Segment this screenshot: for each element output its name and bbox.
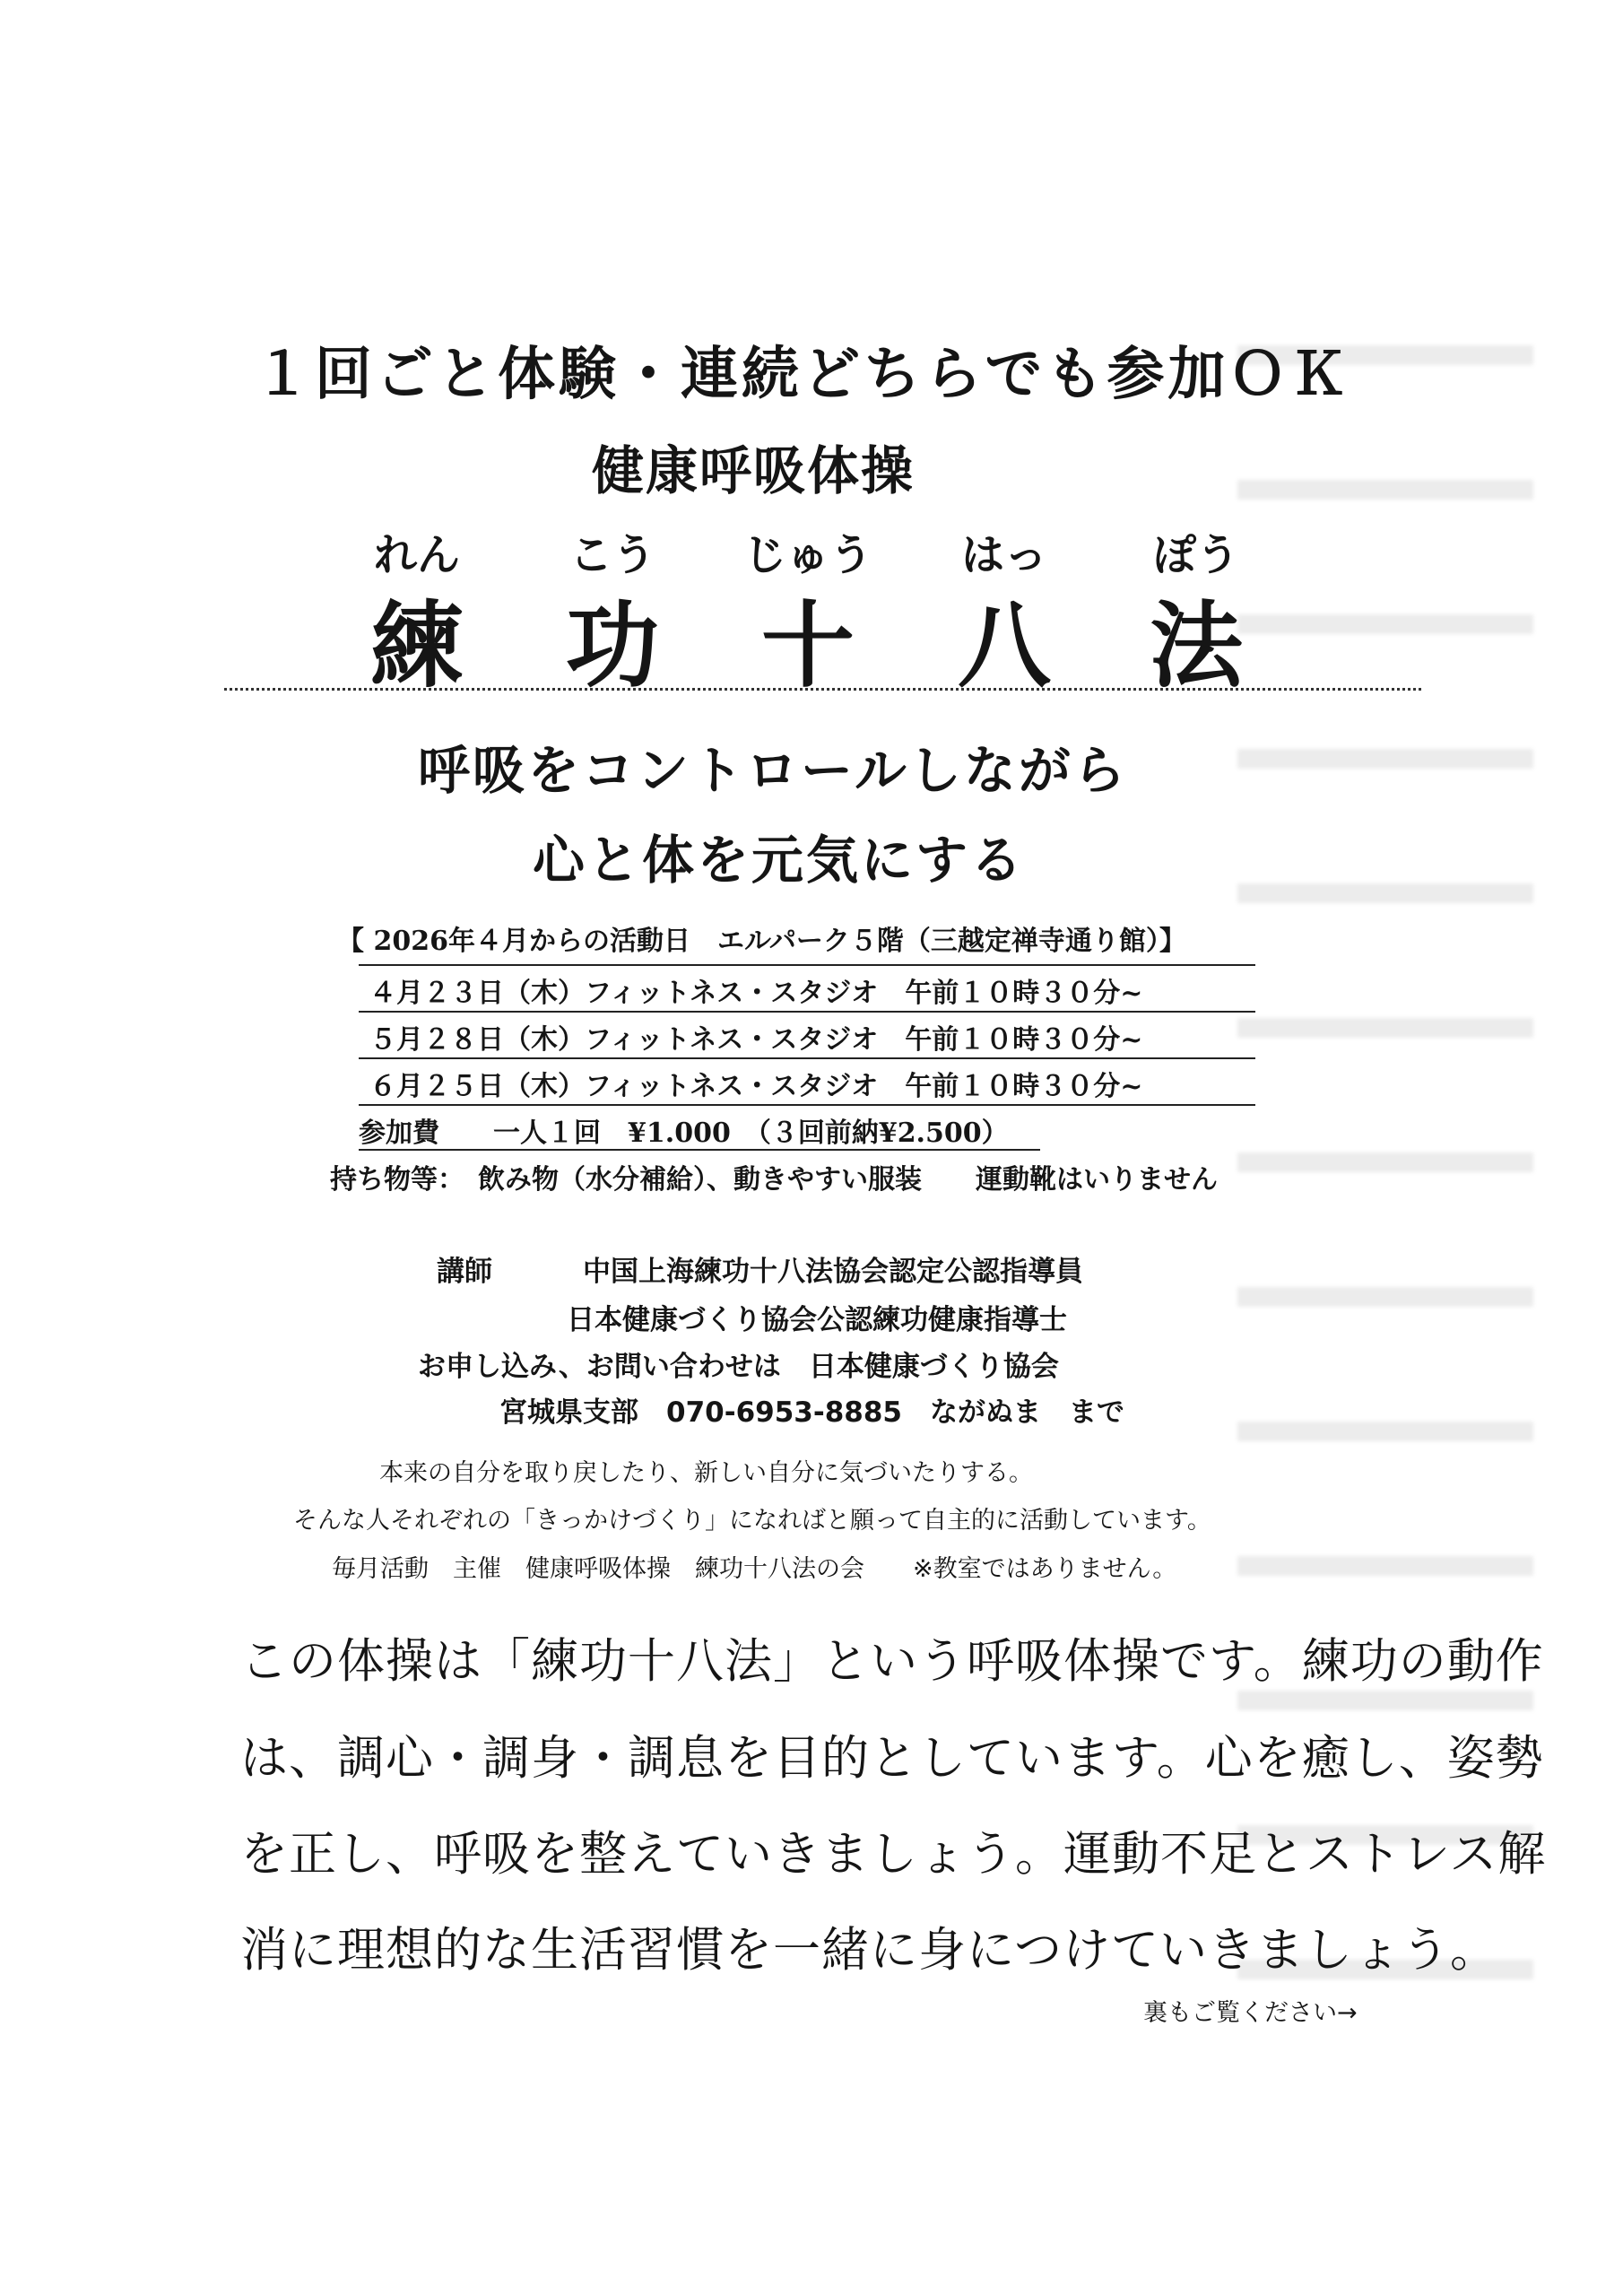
title-char-3: 十 (760, 591, 855, 700)
about-line-1: 本来の自分を取り戻したり、新しい自分に気づいたりする。 (379, 1459, 1033, 1487)
title-char-5: 法 (1149, 591, 1243, 700)
contact-phone: 宮城県支部 070-6953-8885 ながぬま まで (499, 1396, 1124, 1429)
schedule-row: ５月２８日（木）フィットネス・スタジオ 午前１０時３０分~ (369, 1024, 1143, 1056)
description-line-2: は、調心・調身・調息を目的としています。心を癒し、姿勢 (240, 1731, 1544, 1786)
schedule-underline (359, 1057, 1255, 1059)
title-ruby-4: はっ (960, 530, 1047, 580)
fee-underline (359, 1149, 1040, 1151)
schedule-underline (359, 1104, 1255, 1106)
catchphrase-line-2: 心と体を元気にする (533, 830, 1026, 891)
title-ruby-1: れん (373, 530, 460, 580)
items-to-bring: 持ち物等： 飲み物（水分補給）、動きやすい服装 運動靴はいりません (330, 1164, 1218, 1196)
title-ruby-3: じゅう (742, 530, 872, 580)
schedule-underline (359, 964, 1255, 966)
schedule-row: ４月２３日（木）フィットネス・スタジオ 午前１０時３０分~ (369, 978, 1143, 1009)
headline: １回ごと体験・連続どちらでも参加ＯＫ (254, 342, 1351, 408)
title-char-1: 練 (369, 591, 464, 700)
about-line-2: そんな人それぞれの「きっかけづくり」になればと願って自主的に活動しています。 (293, 1507, 1211, 1535)
instructor-label: 講師 (437, 1256, 492, 1288)
schedule-underline (359, 1011, 1255, 1013)
schedule-heading: 【 2026年４月からの活動日 エルパーク５階（三越定禅寺通り館）】 (337, 926, 1186, 957)
title-char-2: 功 (565, 591, 659, 700)
participation-fee: 参加費 一人１回 ¥1.000 （３回前納¥2.500） (359, 1118, 1009, 1149)
schedule-row: ６月２５日（木）フィットネス・スタジオ 午前１０時３０分~ (369, 1071, 1143, 1102)
see-reverse-note: 裏もご覧ください→ (1143, 1999, 1358, 2027)
title-ruby-2: こう (568, 530, 655, 580)
catchphrase-line-1: 呼吸をコントロールしながら (418, 740, 1128, 801)
subtitle: 健康呼吸体操 (592, 440, 916, 501)
description-line-1: この体操は「練功十八法」という呼吸体操です。練功の動作 (240, 1634, 1544, 1689)
title-ruby-5: ぽう (1152, 530, 1239, 580)
about-line-3: 毎月活動 主催 健康呼吸体操 練功十八法の会 ※教室ではありません。 (332, 1555, 1177, 1583)
description-line-4: 消に理想的な生活習慣を一緒に身につけていきましょう。 (240, 1923, 1498, 1978)
description-line-3: を正し、呼吸を整えていきましょう。運動不足とストレス解 (240, 1827, 1547, 1882)
dotted-divider (224, 688, 1421, 691)
instructor-credential-2: 日本健康づくり協会公認練功健康指導士 (567, 1304, 1067, 1336)
instructor-credential-1: 中国上海練功十八法協会認定公認指導員 (583, 1256, 1083, 1288)
title-char-4: 八 (957, 591, 1051, 700)
contact-info: お申し込み、お問い合わせは 日本健康づくり協会 (418, 1351, 1059, 1383)
